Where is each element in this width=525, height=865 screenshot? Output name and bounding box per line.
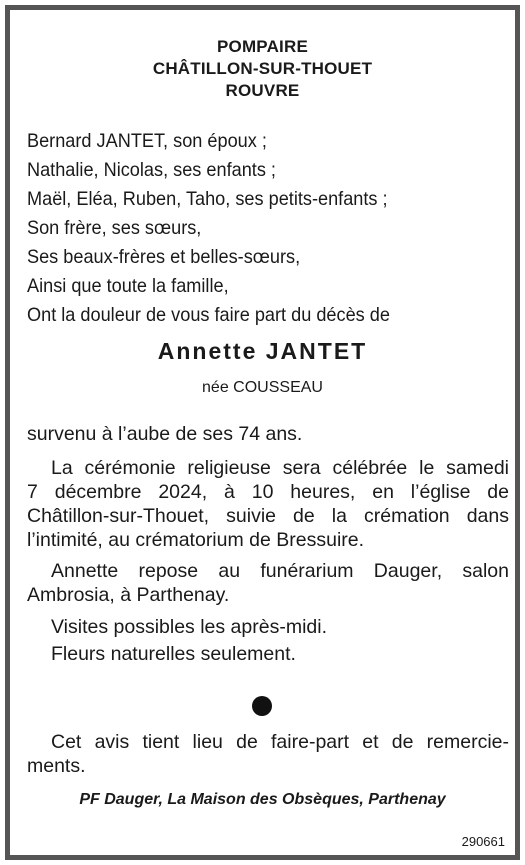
visits-line: Visites possibles les après-midi. [51,616,327,638]
ceremony-paragraph [27,456,509,552]
funeral-home-signature: PF Dauger, La Maison des Obsèques, Parthenay [79,791,446,808]
commune-chatillon: CHÂTILLON-SUR-THOUET [152,59,373,78]
commune-pompaire: POMPAIRE [216,37,309,56]
notice-line: Cet avis tient lieu de faire-part et de remercie- [51,731,509,753]
notice-line: ments. [27,755,86,777]
repose-line: Annette repose au funérarium Dauger, salon [51,560,509,582]
family-line: Ses beaux-frères et belles-sœurs, [27,246,301,268]
family-line: Nathalie, Nicolas, ses enfants ; [27,159,276,181]
age-line: survenu à l’aube de ses 74 ans. [27,423,303,445]
bullet-separator-icon [252,696,272,716]
commune-rouvre: ROUVRE [225,81,300,100]
flowers-line: Fleurs naturelles seulement. [51,643,296,665]
deceased-name: Annette JANTET [157,338,368,364]
maiden-name: née COUSSEAU [202,379,323,396]
ceremony-line: l’intimité, au crématorium de Bressuire. [27,529,365,551]
repose-paragraph [27,559,509,607]
family-line: Ont la douleur de vous faire part du décès de [27,304,390,326]
notice-paragraph [27,730,509,778]
obituary-notice [5,5,520,860]
ceremony-line: 7 décembre 2024, à 10 heures, en l’église de [27,481,509,503]
reference-number: 290661 [461,834,505,849]
family-line: Son frère, ses sœurs, [27,217,202,239]
family-line: Maël, Eléa, Ruben, Taho, ses petits-enfants ; [27,188,388,210]
repose-line: Ambrosia, à Parthenay. [27,584,230,606]
family-line: Ainsi que toute la famille, [27,275,229,297]
family-line: Bernard JANTET, son époux ; [27,130,267,152]
ceremony-line: La cérémonie religieuse sera célébrée le samedi [51,457,509,479]
ceremony-line: Châtillon-sur-Thouet, suivie de la crémation dans [27,505,509,527]
